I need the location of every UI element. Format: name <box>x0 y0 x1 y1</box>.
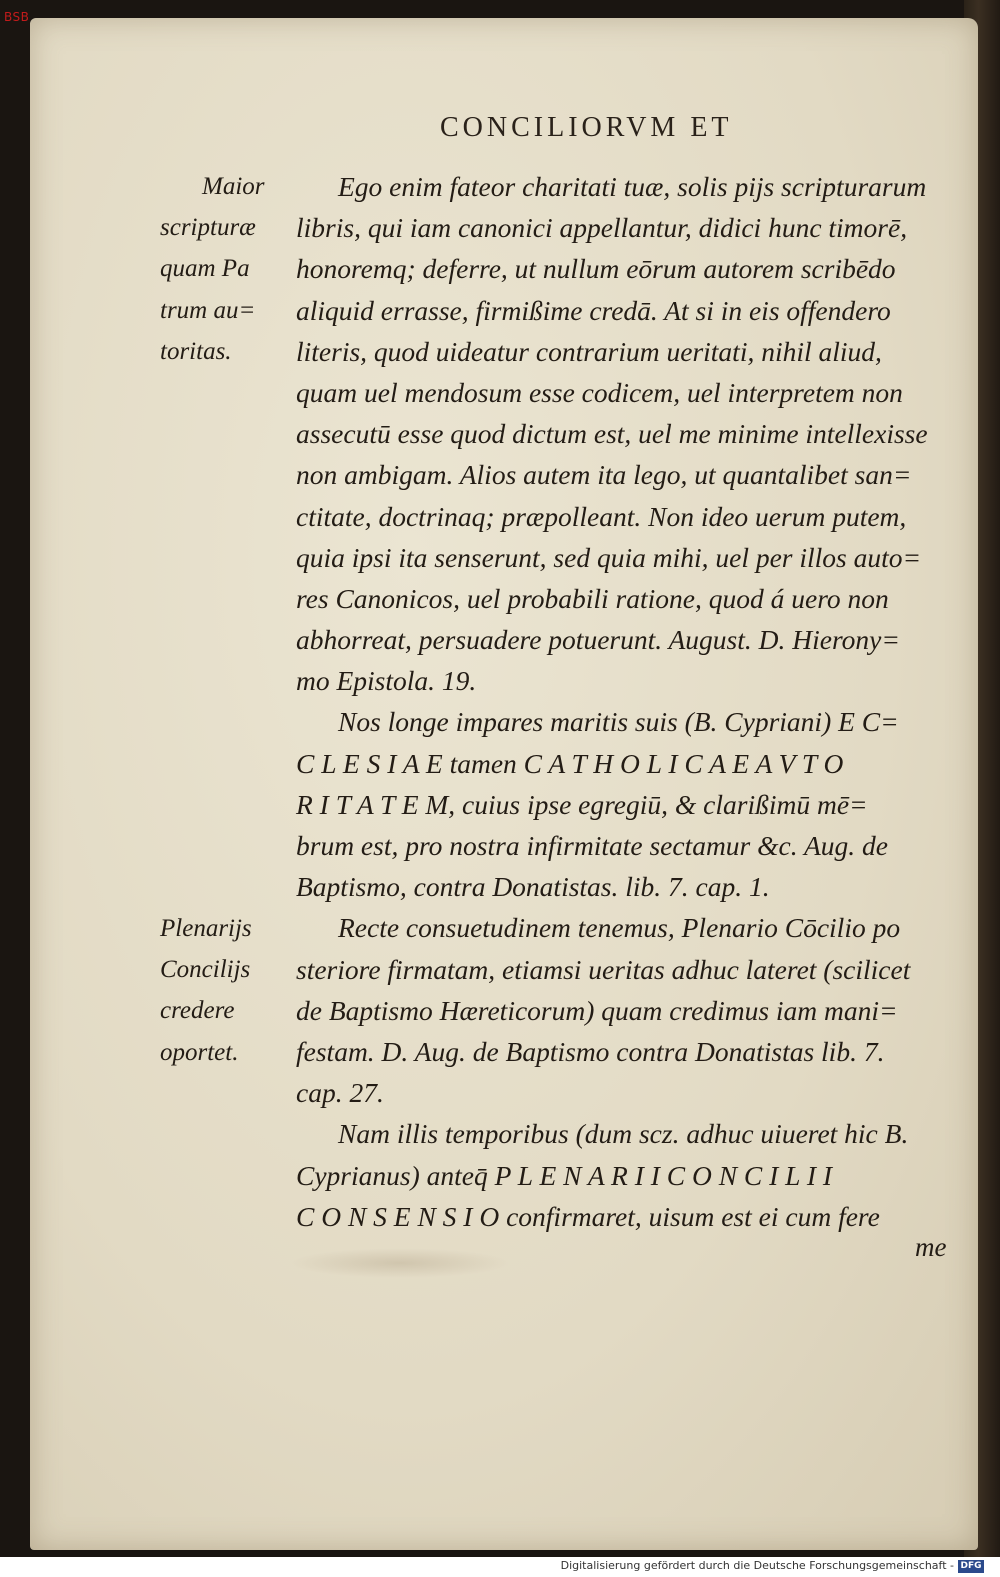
text-line: Recte consuetudinem tenemus, Plenario Cōcilio po <box>338 912 901 944</box>
text-line: cap. 27. <box>296 1077 384 1109</box>
text-line: brum est, pro nostra infirmitate sectamur &c. Aug. de <box>296 830 888 861</box>
text-line: literis, quod uideatur contrarium ueritati, nihil aliud, <box>296 335 882 367</box>
text-line: honoremq; deferre, ut nullum eōrum autorem scribēdo <box>296 253 896 285</box>
digitization-credit: Digitalisierung gefördert durch die Deutsche Forschungsgemeinschaft - <box>560 1559 954 1572</box>
body-text <box>296 166 968 1237</box>
margin-note-line: Plenarijs <box>160 915 252 942</box>
margin-note-line: credere <box>160 997 235 1025</box>
library-mark: BSB <box>4 10 30 24</box>
margin-note-line: toritas. <box>160 337 232 365</box>
text-line: Cyprianus) anteq̄ P L E N A R I I C O N C I L I I <box>296 1159 833 1191</box>
text-line: abhorreat, persuadere potuerunt. August. D. Hierony= <box>296 624 900 656</box>
text-line: non ambigam. Alios autem ita lego, ut quantalibet san= <box>296 459 912 491</box>
text-line: C L E S I A E tamen C A T H O L I C A E A V T O <box>296 747 844 779</box>
text-line: Nam illis temporibus (dum scz. adhuc uiueret hic B. <box>338 1118 909 1150</box>
text-line: quam uel mendosum esse codicem, uel interpretem non <box>296 376 903 408</box>
margin-note-line: scripturæ <box>160 214 256 242</box>
running-head: CONCILIORVM ET <box>440 112 733 143</box>
text-line: C O N S E N S I O confirmaret, uisum est ei cum fere <box>296 1200 880 1232</box>
text-line: quia ipsi ita senserunt, sed quia mihi, uel per illos auto= <box>296 541 922 573</box>
dfg-logo-icon: DFG <box>958 1560 984 1573</box>
text-line: mo Epistola. 19. <box>296 665 477 697</box>
margin-note-line: Maior <box>202 173 265 200</box>
catchword: me <box>915 1232 947 1262</box>
footer-bar <box>0 1557 1000 1577</box>
text-line: res Canonicos, uel probabili ratione, quod á uero non <box>296 582 889 614</box>
margin-note-councils <box>160 908 252 1073</box>
text-line: ctitate, doctrinaq; præpolleant. Non ideo uerum putem, <box>296 500 907 532</box>
text-line: assecutū esse quod dictum est, uel me minime intellexisse <box>296 418 928 450</box>
margin-note-line: oportet. <box>160 1038 239 1066</box>
text-line: steriore firmatam, etiamsi ueritas adhuc lateret (scilicet <box>296 953 911 985</box>
margin-note-authority <box>160 166 265 372</box>
ink-smudge <box>290 1248 510 1278</box>
text-line: festam. D. Aug. de Baptismo contra Donatistas lib. 7. <box>296 1035 885 1067</box>
text-line: de Baptismo Hæreticorum) quam credimus iam mani= <box>296 994 898 1026</box>
text-line: Nos longe impares maritis suis (B. Cypriani) E C= <box>338 706 899 738</box>
margin-note-line: Concilijs <box>160 956 251 984</box>
margin-note-line: trum au= <box>160 296 256 324</box>
text-line: aliquid errasse, firmißime credā. At si in eis offendero <box>296 294 891 326</box>
text-line: Ego enim fateor charitati tuæ, solis pijs scripturarum <box>338 171 927 202</box>
text-line: Baptismo, contra Donatistas. lib. 7. cap. 1. <box>296 871 770 903</box>
text-line: libris, qui iam canonici appellantur, didici hunc timorē, <box>296 212 908 244</box>
margin-note-line: quam Pa <box>160 255 250 283</box>
text-line: R I T A T E M, cuius ipse egregiū, & clarißimū mē= <box>296 788 868 820</box>
